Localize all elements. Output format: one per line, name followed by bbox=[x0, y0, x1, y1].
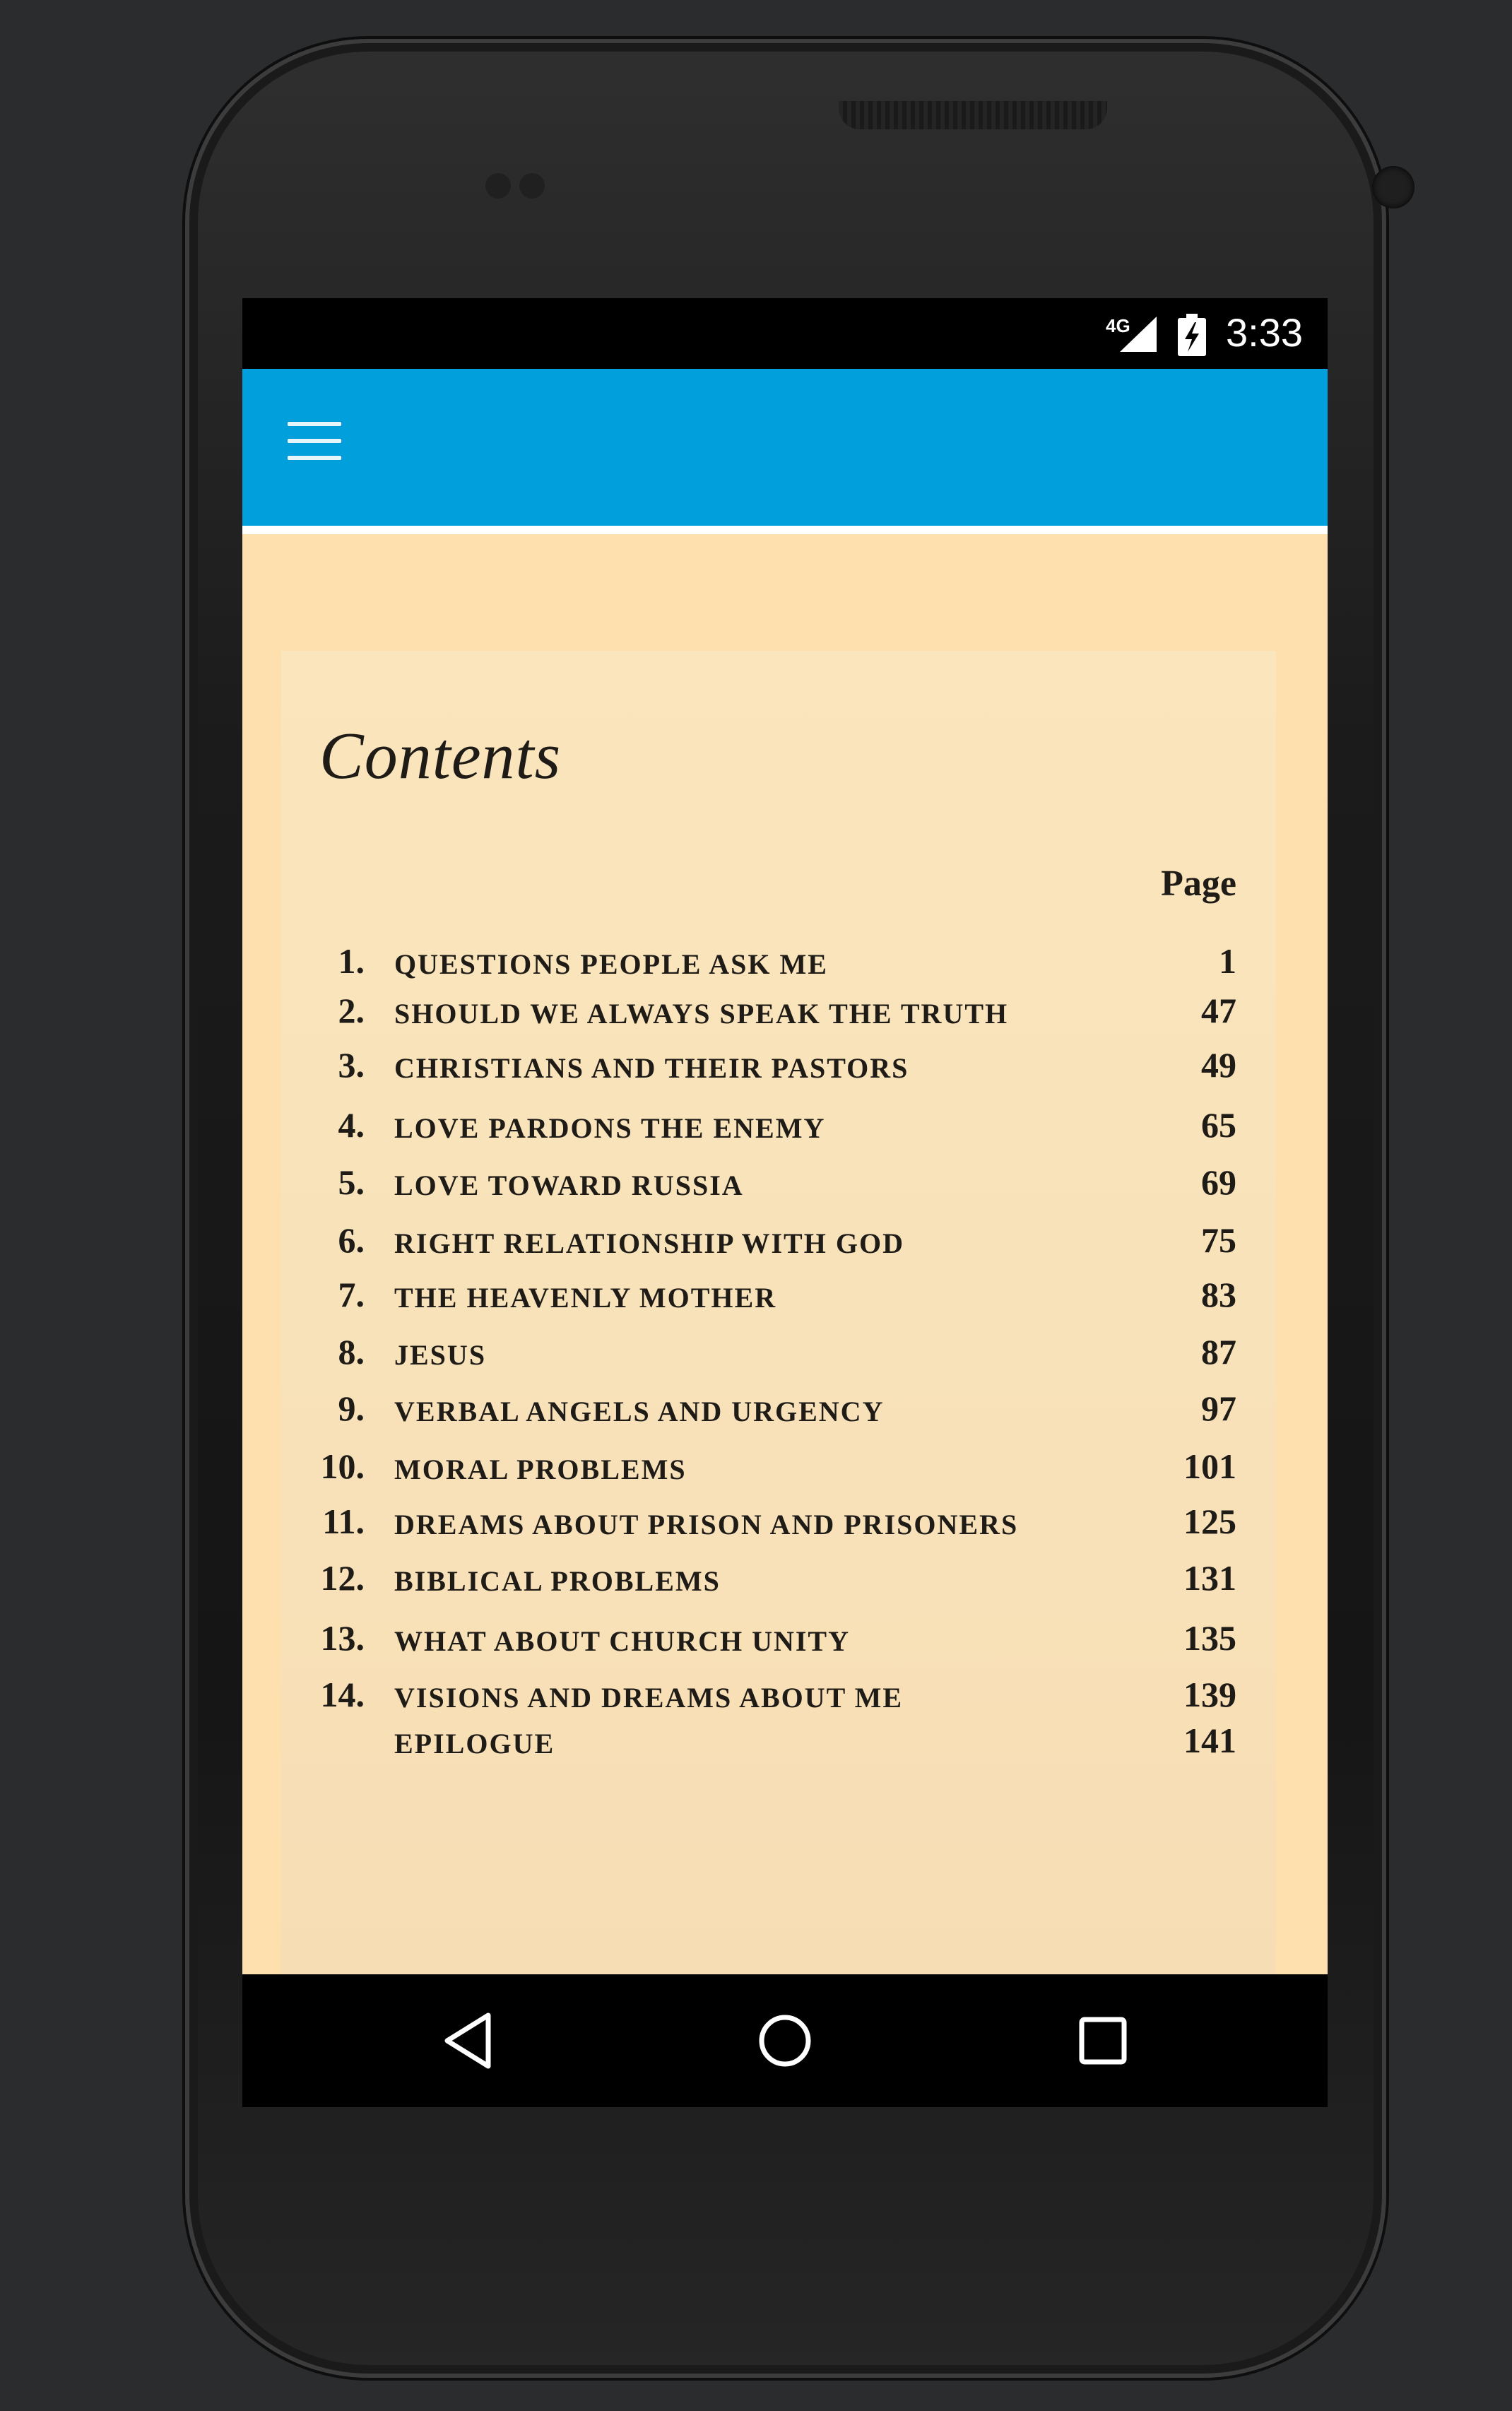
toc-entry-number: 4. bbox=[338, 1105, 365, 1145]
toc-entry-number: 9. bbox=[338, 1389, 365, 1428]
toc-entry-title: SHOULD WE ALWAYS SPEAK THE TRUTH bbox=[394, 998, 1009, 1030]
toc-entry bbox=[281, 1557, 1276, 1607]
battery-charging-icon bbox=[1176, 314, 1207, 356]
toc-entry-page: 87 bbox=[1201, 1332, 1236, 1372]
page-column-header: Page bbox=[1161, 863, 1236, 904]
toc-entry-number: 2. bbox=[338, 991, 365, 1030]
toc-entry bbox=[281, 1331, 1276, 1381]
toc-entry-title: EPILOGUE bbox=[394, 1728, 555, 1759]
toc-entry-title: VISIONS AND DREAMS ABOUT ME bbox=[394, 1682, 904, 1714]
toc-entry-title: THE HEAVENLY MOTHER bbox=[394, 1282, 777, 1314]
table-of-contents bbox=[281, 651, 1276, 1983]
toc-entry bbox=[281, 1044, 1276, 1094]
toc-entry bbox=[281, 1162, 1276, 1211]
toc-entry-page: 49 bbox=[1201, 1045, 1236, 1085]
reader-content[interactable] bbox=[242, 526, 1328, 1974]
toc-entry-number: 5. bbox=[338, 1162, 365, 1202]
toc-entry bbox=[281, 1446, 1276, 1495]
toc-entry-number: 6. bbox=[338, 1220, 365, 1260]
toc-entry-page: 1 bbox=[1219, 941, 1236, 981]
toc-entry bbox=[281, 1617, 1276, 1667]
toc-entry-page: 125 bbox=[1183, 1502, 1236, 1541]
network-type: 4G bbox=[1106, 315, 1130, 336]
toc-entry-page: 75 bbox=[1201, 1220, 1236, 1260]
toc-entry-page: 97 bbox=[1201, 1389, 1236, 1428]
toc-entry bbox=[281, 1388, 1276, 1437]
toc-entry bbox=[281, 1220, 1276, 1269]
toc-entry-page: 47 bbox=[1201, 991, 1236, 1030]
device-screen bbox=[242, 298, 1328, 2107]
toc-entry-page: 65 bbox=[1201, 1105, 1236, 1145]
toc-entry bbox=[281, 990, 1276, 1039]
toc-entry-number: 7. bbox=[338, 1275, 365, 1314]
toc-entry-number: 11. bbox=[322, 1502, 365, 1541]
toc-entry-title: QUESTIONS PEOPLE ASK ME bbox=[394, 948, 828, 980]
toc-entry-page: 83 bbox=[1201, 1275, 1236, 1314]
toc-entry-title: RIGHT RELATIONSHIP WITH GOD bbox=[394, 1227, 904, 1259]
toc-entry-page: 141 bbox=[1183, 1721, 1236, 1760]
toc-entry-title: BIBLICAL PROBLEMS bbox=[394, 1565, 721, 1597]
status-clock: 3:33 bbox=[1226, 310, 1303, 355]
toc-entry bbox=[281, 1274, 1276, 1324]
back-triangle-icon[interactable] bbox=[433, 2005, 504, 2076]
toc-entry-number: 8. bbox=[338, 1332, 365, 1372]
toc-entry-page: 69 bbox=[1201, 1162, 1236, 1202]
toc-entry bbox=[281, 941, 1276, 990]
toc-entry bbox=[281, 1674, 1276, 1723]
toc-entry-number: 12. bbox=[320, 1558, 365, 1598]
toc-entry-number: 14. bbox=[320, 1675, 365, 1714]
toc-entry-title: VERBAL ANGELS AND URGENCY bbox=[394, 1396, 885, 1427]
navigation-bar bbox=[242, 1974, 1328, 2107]
earpiece-speaker bbox=[839, 101, 1107, 129]
signal-strength-icon bbox=[1110, 314, 1159, 353]
front-camera bbox=[1372, 166, 1414, 208]
page-title: Contents bbox=[319, 719, 562, 793]
toc-entry bbox=[281, 1104, 1276, 1154]
toc-entry-title: LOVE PARDONS THE ENEMY bbox=[394, 1112, 826, 1144]
book-page-image bbox=[281, 651, 1276, 1983]
toc-entry-title: MORAL PROBLEMS bbox=[394, 1454, 687, 1485]
toc-entry-page: 101 bbox=[1183, 1446, 1236, 1486]
toc-entry-number: 3. bbox=[338, 1045, 365, 1085]
toc-entry-page: 139 bbox=[1183, 1675, 1236, 1714]
toc-entry-title: CHRISTIANS AND THEIR PASTORS bbox=[394, 1052, 909, 1084]
toc-entry bbox=[281, 1501, 1276, 1550]
toc-entry-title: JESUS bbox=[394, 1339, 487, 1371]
status-bar bbox=[242, 298, 1328, 369]
hamburger-menu-icon[interactable] bbox=[288, 422, 344, 471]
toc-entry-page: 135 bbox=[1183, 1618, 1236, 1658]
toc-entry-number: 1. bbox=[338, 941, 365, 981]
toc-entry-title: DREAMS ABOUT PRISON AND PRISONERS bbox=[394, 1509, 1019, 1540]
toc-entry-number: 10. bbox=[320, 1446, 365, 1486]
toc-entry-title: LOVE TOWARD RUSSIA bbox=[394, 1169, 744, 1201]
toc-entry bbox=[281, 1720, 1276, 1769]
sensor-dots bbox=[485, 173, 570, 201]
app-toolbar bbox=[242, 369, 1328, 526]
recents-square-icon[interactable] bbox=[1068, 2005, 1138, 2076]
toc-entry-page: 131 bbox=[1183, 1558, 1236, 1598]
toc-entry-title: WHAT ABOUT CHURCH UNITY bbox=[394, 1625, 850, 1657]
toc-entry-number: 13. bbox=[320, 1618, 365, 1658]
home-circle-icon[interactable] bbox=[750, 2005, 820, 2076]
